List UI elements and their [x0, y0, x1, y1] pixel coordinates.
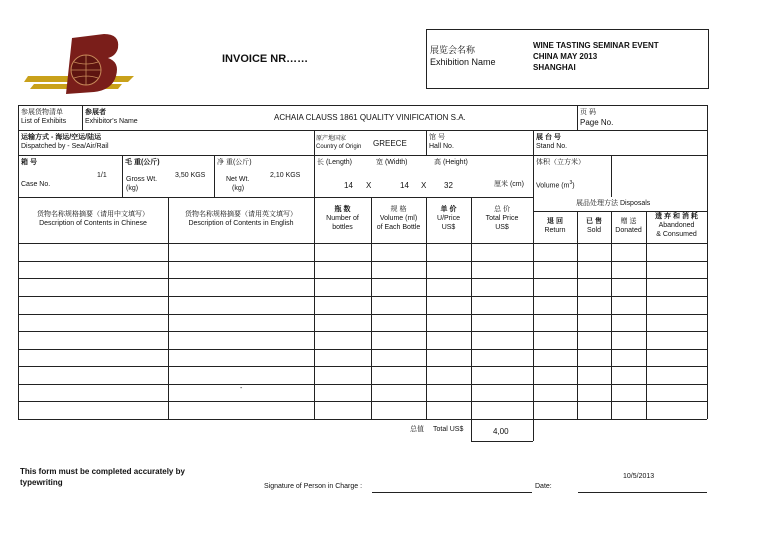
length-label: 长 (Length): [317, 159, 353, 166]
dispatch-label-cn: 运输方式 - 海运/空运/陆运: [21, 134, 102, 141]
dispatch-label-en: Dispatched by - Sea/Air/Rail: [21, 143, 109, 150]
net-unit: (kg): [232, 185, 245, 192]
origin-value: GREECE: [373, 139, 407, 148]
invoice-title: INVOICE NR……: [222, 53, 309, 65]
times-sign-1: X: [366, 181, 372, 190]
desc-english-header: 货物名称规格摘要（请用英文填写） Description of Contents in English: [185, 211, 297, 228]
stand-label-en: Stand No.: [536, 143, 568, 150]
hall-label-en: Hall No.: [429, 143, 454, 150]
gross-value: 3,50 KGS: [175, 172, 206, 179]
exhibitor-label-cn: 参展者: [85, 109, 106, 116]
height-value: 32: [444, 181, 453, 190]
signature-label: Signature of Person in Charge :: [264, 483, 363, 490]
desc-chinese-header: 货物名称规格摘要（请用中文填写） Description of Contents in Chinese: [37, 211, 149, 228]
width-label: 宽 (Width): [376, 159, 408, 166]
hall-label-cn: 馆 号: [429, 134, 445, 141]
net-label-en: Net Wt.: [226, 176, 250, 183]
disposals-header: 展品处理方法 Disposals: [576, 200, 651, 207]
footer-note-line-2: typewriting: [20, 478, 63, 487]
gross-unit: (kg): [126, 185, 139, 192]
case-label-en: Case No.: [21, 181, 51, 188]
date-line: [578, 492, 707, 493]
case-label-cn: 箱 号: [21, 159, 37, 166]
stand-label-cn: 展 台 号: [536, 134, 561, 141]
exhibition-label-cn: 展览会名称: [430, 45, 476, 55]
sold-header: 已 售 Sold: [586, 218, 602, 235]
volume-label-cn: 体积（立方米）: [536, 159, 585, 166]
case-value: 1/1: [97, 172, 107, 179]
abandoned-header: 遗 弃 和 消 耗 Abandoned & Consumed: [655, 213, 698, 239]
unit-price-header: 单 价 U/Price US$: [437, 206, 460, 232]
total-label-en: Total US$: [433, 426, 464, 433]
page-label-cn: 页 码: [580, 109, 596, 116]
total-label-cn: 总值: [410, 426, 424, 433]
origin-label-cn: 原产地国家: [316, 136, 347, 142]
width-value: 14: [400, 181, 409, 190]
gross-label-en: Gross Wt.: [126, 176, 158, 183]
exhibitor-value: ACHAIA CLAUSS 1861 QUALITY VINIFICATION S.A.: [274, 113, 466, 122]
volume-label-en: Volume $(m^3)$: [536, 180, 575, 190]
length-value: 14: [344, 181, 353, 190]
bottles-header: 瓶 数 Number of bottles: [326, 206, 359, 232]
donated-header: 赠 送 Donated: [615, 218, 642, 235]
total-value: 4,00: [493, 427, 509, 436]
origin-label-en: Country of Origin: [316, 144, 362, 150]
page-label-en: Page No.: [580, 118, 614, 127]
height-label: 高 (Height): [434, 159, 468, 166]
net-value: 2,10 KGS: [270, 172, 301, 179]
gross-label-cn: 毛 重(公斤): [125, 159, 160, 166]
exhibition-label-en: Exhibition Name: [430, 57, 496, 67]
signature-line: [372, 492, 532, 493]
exhibitor-label-en: Exhibitor's Name: [85, 118, 138, 125]
total-price-header: 总 价 Total Price US$: [485, 206, 519, 232]
return-header: 退 回 Return: [544, 218, 566, 235]
exhibition-name-line-3: SHANGHAI: [533, 63, 576, 72]
exhibition-name-line-2: CHINA MAY 2013: [533, 52, 598, 61]
list-label-en: List of Exhibits: [21, 118, 67, 125]
times-sign-2: X: [421, 181, 427, 190]
net-label-cn: 净 重(公斤): [217, 159, 252, 166]
unit-label: 厘米 (cm): [494, 181, 524, 188]
body-mark: -: [240, 385, 243, 392]
volume-header: 规 格 Volume (ml) of Each Bottle: [376, 206, 421, 232]
date-label: Date:: [535, 483, 552, 490]
date-value: 10/5/2013: [623, 473, 655, 480]
company-logo: [24, 32, 140, 102]
footer-note-line-1: This form must be completed accurately by: [20, 467, 185, 476]
list-label-cn: 参展货物清单: [21, 109, 63, 116]
exhibition-name-line-1: WINE TASTING SEMINAR EVENT: [533, 41, 659, 50]
